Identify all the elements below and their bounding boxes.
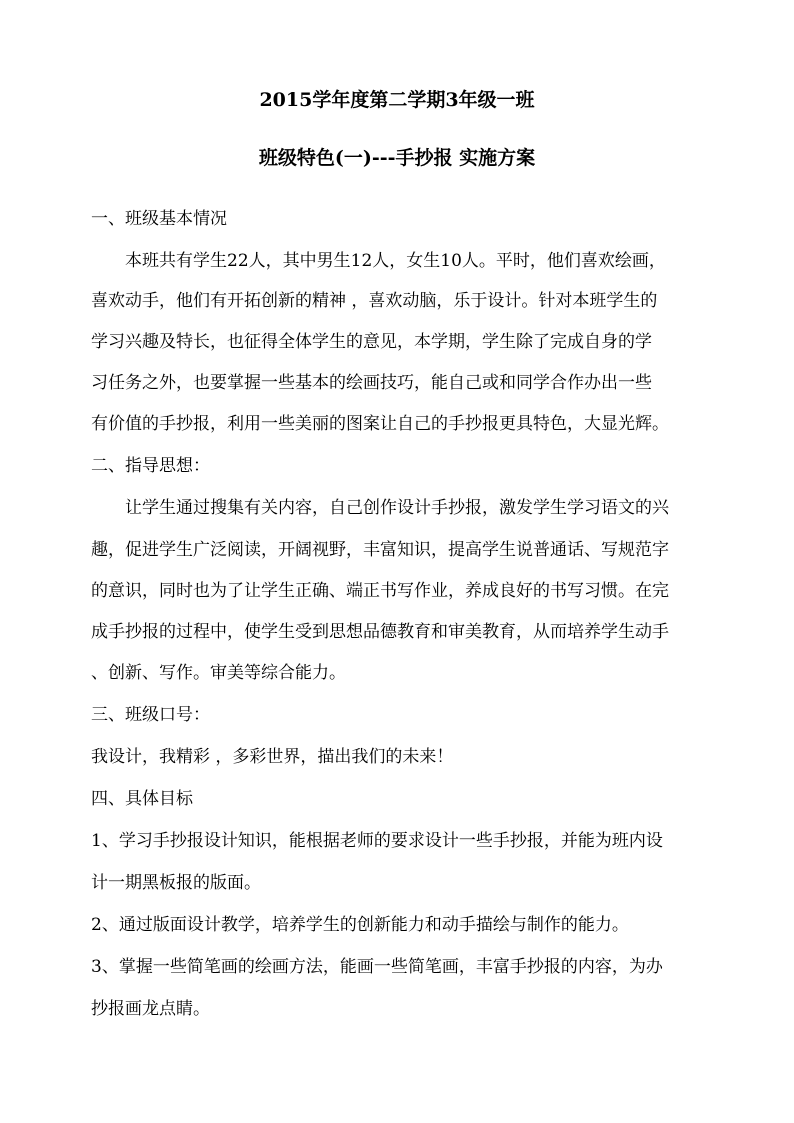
goal-line: 2、通过版面设计教学，培养学生的创新能力和动手描绘与制作的能力。 — [91, 915, 629, 935]
paragraph-line: 本班共有学生22人，其中男生12人，女生10人。平时，他们喜欢绘画， — [125, 251, 666, 271]
section-heading-4: 四、具体目标 — [91, 789, 193, 809]
section-heading-2: 二、指导思想： — [91, 456, 210, 476]
paragraph-line: 学习兴趣及特长，也征得全体学生的意见，本学期，学生除了完成自身的学 — [91, 332, 652, 352]
section-heading-1: 一、班级基本情况 — [91, 209, 227, 229]
goal-line: 1、学习手抄报设计知识，能根据老师的要求设计一些手抄报，并能为班内设 — [91, 831, 663, 851]
paragraph-line: 成手抄报的过程中，使学生受到思想品德教育和审美教育，从而培养学生动手 — [91, 622, 669, 642]
paragraph-line: 让学生通过搜集有关内容，自己创作设计手抄报，激发学生学习语文的兴 — [125, 498, 669, 518]
goal-line: 抄报画龙点睛。 — [91, 999, 210, 1019]
document-subtitle: 班级特色(一)---手抄报 实施方案 — [258, 147, 536, 169]
section-heading-3: 三、班级口号： — [91, 705, 210, 725]
paragraph-line: 习任务之外，也要掌握一些基本的绘画技巧，能自己或和同学合作办出一些 — [91, 373, 652, 393]
slogan-line: 我设计，我精彩 ，多彩世界，描出我们的未来！ — [91, 747, 454, 767]
paragraph-line: 喜欢动手，他们有开拓创新的精神 ，喜欢动脑，乐于设计。针对本班学生的 — [91, 291, 658, 311]
goal-line: 3、掌握一些简笔画的绘画方法，能画一些简笔画，丰富手抄报的内容，为办 — [91, 957, 663, 977]
document-title: 2015学年度第二学期3年级一班 — [259, 89, 535, 111]
paragraph-line: 、创新、写作。审美等综合能力。 — [91, 663, 346, 683]
paragraph-line: 趣，促进学生广泛阅读，开阔视野，丰富知识，提高学生说普通话、写规范字 — [91, 540, 669, 560]
paragraph-line: 的意识，同时也为了让学生正确、端正书写作业，养成良好的书写习惯。在完 — [91, 581, 669, 601]
goal-line: 计一期黑板报的版面。 — [91, 873, 261, 893]
paragraph-line: 有价值的手抄报，利用一些美丽的图案让自己的手抄报更具特色，大显光辉。 — [91, 414, 669, 434]
